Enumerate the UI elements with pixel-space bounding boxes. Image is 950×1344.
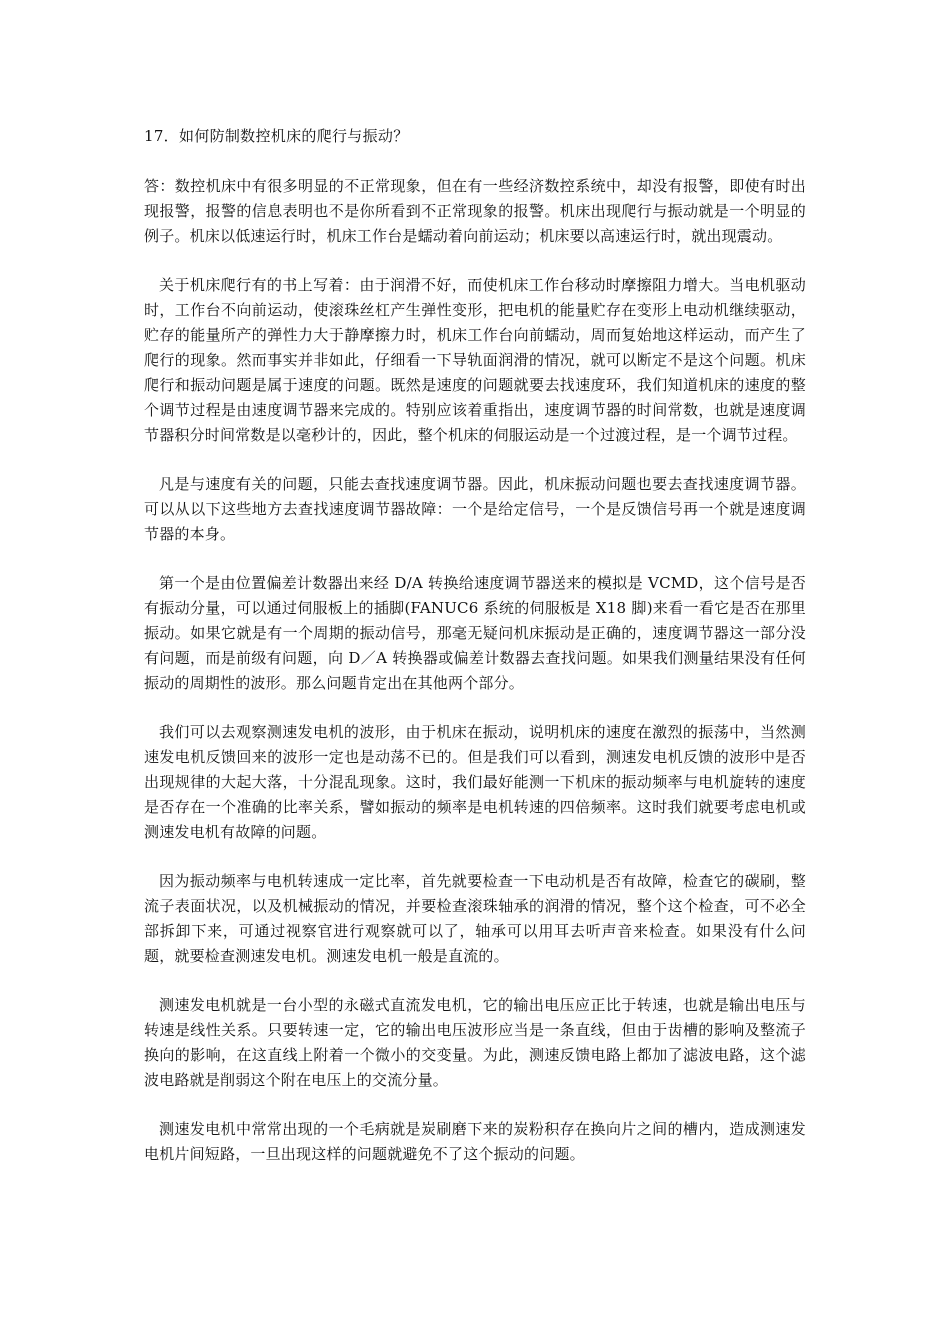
creeping-explanation-paragraph: 关于机床爬行有的书上写着：由于润滑不好，而使机床工作台移动时摩擦阻力增大。当电机驱动时，工作台不向前运动，使滚珠丝杠产生弹性变形，把电机的能量贮存在变形上电动机继续驱动，贮存的能量所产的弹性力大于静摩擦力时，机床工作台向前蠕动，周而复始地这样运动，而产生了爬行的现象。然而事实并非如此，仔细看一下导轨面润滑的情况，就可以断定不是这个问题。机床爬行和振动问题是属于速度的问题。既然是速度的问题就要去找速度环，我们知道机床的速度的整个调节过程是由速度调节器来完成的。特别应该着重指出，速度调节器的时间常数，也就是速度调节器积分时间常数是以毫秒计的，因此，整个机床的伺服运动是一个过渡过程，是一个调节过程。 bbox=[144, 276, 806, 444]
speed-regulator-paragraph: 凡是与速度有关的问题，只能去查找速度调节器。因此，机床振动问题也要去查找速度调节器。可以从以下这些地方去查找速度调节器故障：一个是给定信号，一个是反馈信号再一个就是速度调节器的本身。 bbox=[144, 475, 806, 543]
given-signal-paragraph: 第一个是由位置偏差计数器出来经 D/A 转换给速度调节器送来的模拟是 VCMD，这个信号是否有振动分量，可以通过伺服板上的插脚(FANUC6 系统的伺服板是 X18 脚)来看一看它是否在那里振动。如果它就是有一个周期的振动信号，那毫无疑问机床振动是正确的，速度调节器这一部分没有问题，而是前级有问题，向 D／A 转换器或偏差计数器去查找问题。如果我们测量结果没有任何振动的周期性的波形。那么问题肯定出在其他两个部分。 bbox=[144, 574, 806, 692]
carbon-dust-paragraph: 测速发电机中常常出现的一个毛病就是炭刷磨下来的炭粉积存在换向片之间的槽内，造成测速发电机片间短路，一旦出现这样的问题就避免不了这个振动的问题。 bbox=[144, 1120, 806, 1163]
question-heading: 17．如何防制数控机床的爬行与振动？ bbox=[144, 127, 409, 145]
answer-paragraph: 答：数控机床中有很多明显的不正常现象，但在有一些经济数控系统中，却没有报警，即使有时出现报警，报警的信息表明也不是你所看到不正常现象的报警。机床出现爬行与振动就是一个明显的例子。机床以低速运行时，机床工作台是蠕动着向前运动；机床要以高速运行时，就出现震动。 bbox=[144, 177, 806, 245]
motor-inspection-paragraph: 因为振动频率与电机转速成一定比率，首先就要检查一下电动机是否有故障，检查它的碳刷，整流子表面状况，以及机械振动的情况，并要检查滚珠轴承的润滑的情况，整个这个检查，可不必全部拆卸下来，可通过视察官进行观察就可以了，轴承可以用耳去听声音来检查。如果没有什么问题，就要检查测速发电机。测速发电机一般是直流的。 bbox=[144, 872, 806, 965]
tachogenerator-description-paragraph: 测速发电机就是一台小型的永磁式直流发电机，它的输出电压应正比于转速，也就是输出电压与转速是线性关系。只要转速一定，它的输出电压波形应当是一条直线，但由于齿槽的影响及整流子换向的影响，在这直线上附着一个微小的交变量。为此，测速反馈电路上都加了滤波电路，这个滤波电路就是削弱这个附在电压上的交流分量。 bbox=[144, 996, 806, 1089]
document-body bbox=[144, 124, 806, 1191]
tachogenerator-waveform-paragraph: 我们可以去观察测速发电机的波形，由于机床在振动，说明机床的速度在激烈的振荡中，当然测速发电机反馈回来的波形一定也是动荡不已的。但是我们可以看到，测速发电机反馈的波形中是否出现规律的大起大落，十分混乱现象。这时，我们最好能测一下机床的振动频率与电机旋转的速度是否存在一个准确的比率关系，譬如振动的频率是电机转速的四倍频率。这时我们就要考虑电机或测速发电机有故障的问题。 bbox=[144, 723, 806, 841]
